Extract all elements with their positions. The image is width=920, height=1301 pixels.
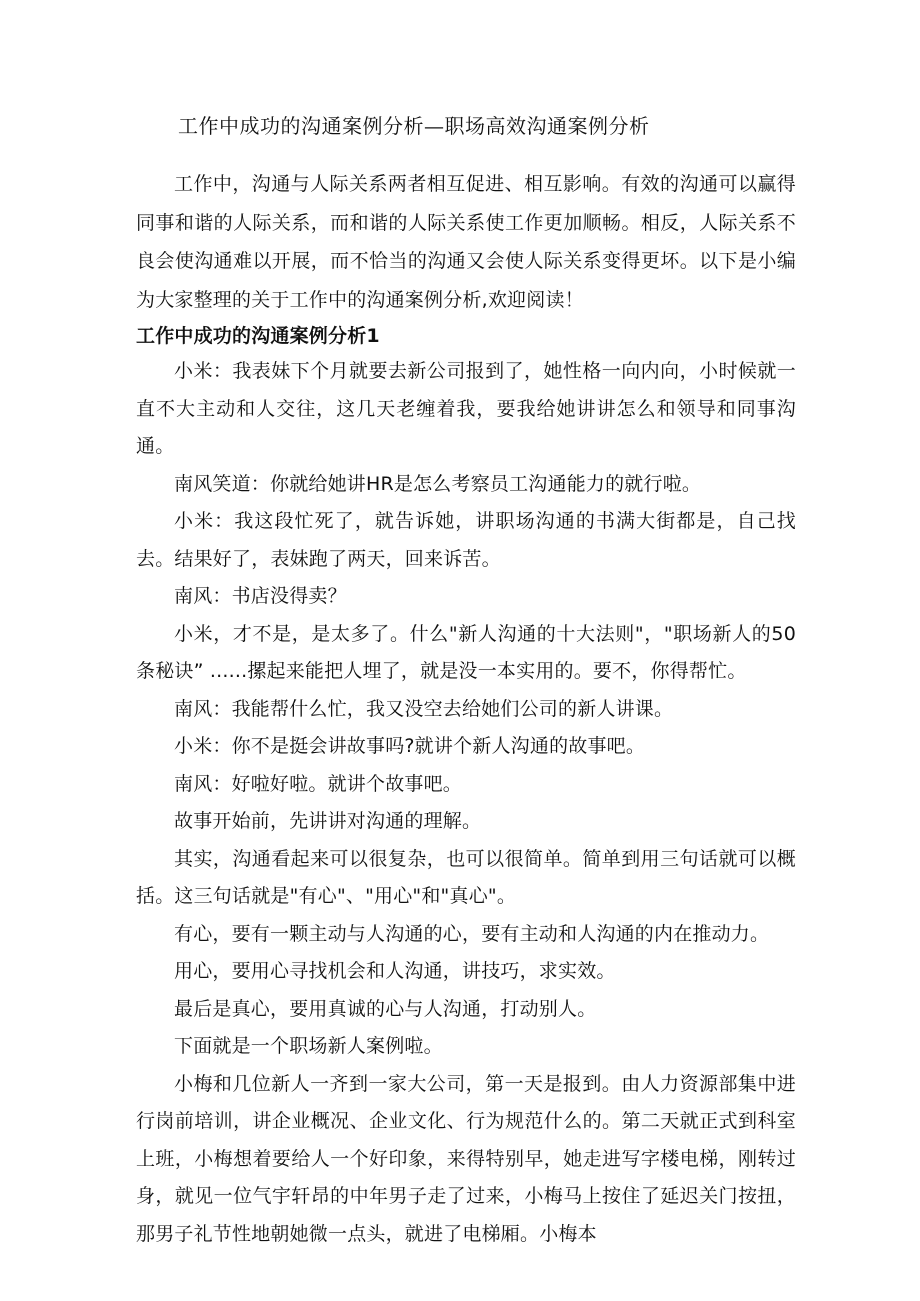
intro-paragraph: 工作中，沟通与人际关系两者相互促进、相互影响。有效的沟通可以赢得同事和谐的人际关系，而和谐的人际关系使工作更加顺畅。相反，人际关系不良会使沟通难以开展，而不恰当的沟通又会使人际关系变得更坏。以下是小编为大家整理的关于工作中的沟通案例分析,欢迎阅读！ [136, 173, 796, 311]
section-heading: 工作中成功的沟通案例分析1 [136, 325, 380, 347]
paragraph-10: 其实，沟通看起来可以很复杂，也可以很简单。简单到用三句话就可以概括。这三句话就是"有心"、"用心"和"真心"。 [136, 847, 796, 907]
paragraph-1: 小米：我表妹下个月就要去新公司报到了，她性格一向内向，小时候就一直不大主动和人交往，这几天老缠着我，要我给她讲讲怎么和领导和同事沟通。 [136, 360, 796, 457]
paragraph-13: 最后是真心，要用真诚的心与人沟通，打动别人。 [174, 997, 597, 1020]
paragraph-7: 小米：你不是挺会讲故事吗?就讲个新人沟通的故事吧。 [174, 735, 646, 757]
paragraph-9: 故事开始前，先讲讲对沟通的理解。 [174, 810, 482, 832]
paragraph-8: 南风：好啦好啦。就讲个故事吧。 [174, 772, 463, 795]
paragraph-11: 有心，要有一颗主动与人沟通的心，要有主动和人沟通的内在推动力。 [174, 922, 770, 945]
document-title: 工作中成功的沟通案例分析—职场高效沟通案例分析 [178, 114, 650, 138]
paragraph-3: 小米：我这段忙死了，就告诉她，讲职场沟通的书满大街都是，自己找去。结果好了，表妹跑了两天，回来诉苦。 [136, 510, 796, 570]
paragraph-12: 用心，要用心寻找机会和人沟通，讲技巧，求实效。 [174, 960, 616, 982]
paragraph-6: 南风：我能帮什么忙，我又没空去给她们公司的新人讲课。 [174, 697, 674, 720]
paragraph-14: 下面就是一个职场新人案例啦。 [174, 1035, 443, 1057]
paragraph-2: 南风笑道：你就给她讲HR是怎么考察员工沟通能力的就行啦。 [174, 472, 702, 495]
paragraph-5: 小米，才不是，是太多了。什么"新人沟通的十大法则"，"职场新人的50条秘诀” ......摞起来能把人埋了，就是没一本实用的。要不，你得帮忙。 [136, 622, 796, 682]
paragraph-15: 小梅和几位新人一齐到一家大公司，第一天是报到。由人力资源部集中进行岗前培训，讲企业概况、企业文化、行为规范什么的。第二天就正式到科室上班，小梅想着要给人一个好印象，来得特别早，她走进写字楼电梯，刚转过身，就见一位气宇轩昂的中年男子走了过来，小梅马上按住了延迟关门按扭，那男子礼节性地朝她微一点头，就进了电梯厢。小梅本 [136, 1072, 796, 1245]
document-body [136, 165, 796, 1253]
paragraph-4: 南风：书店没得卖？ [174, 585, 347, 607]
